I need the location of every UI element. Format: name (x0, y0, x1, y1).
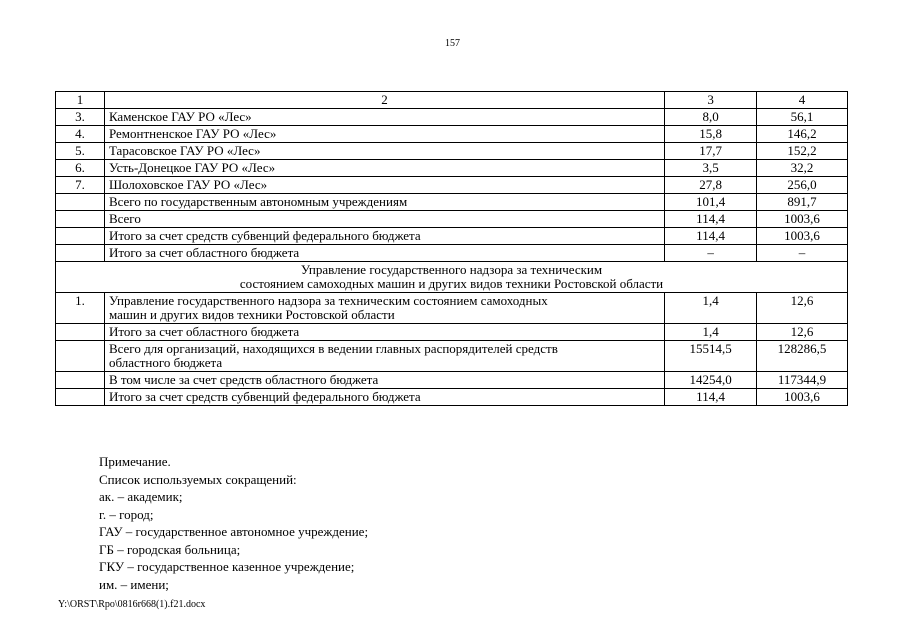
row-number (56, 245, 105, 262)
row-number (56, 228, 105, 245)
row-name-line: областного бюджета (108, 355, 223, 370)
row-name: Итого за счет областного бюджета (104, 324, 664, 341)
row-name: Итого за счет областного бюджета (104, 245, 664, 262)
row-number: 6. (56, 160, 105, 177)
row-value-col4: 128286,5 (757, 341, 848, 372)
row-number (56, 372, 105, 389)
row-number (56, 389, 105, 406)
table-row (56, 389, 848, 406)
section-title-line: состоянием самоходных машин и других видов техники Ростовской области (239, 276, 664, 291)
row-number (56, 211, 105, 228)
row-value-col4: 256,0 (757, 177, 848, 194)
table-row (56, 341, 848, 372)
row-number: 1. (56, 293, 105, 324)
row-name (104, 341, 664, 372)
row-name: Итого за счет средств субвенций федерального бюджета (104, 228, 664, 245)
row-name: Итого за счет средств субвенций федерального бюджета (104, 389, 664, 406)
row-value-col3: 101,4 (665, 194, 757, 211)
row-name-line: машин и других видов техники Ростовской области (108, 307, 395, 322)
table-row (56, 245, 848, 262)
table-row (56, 211, 848, 228)
table-row (56, 194, 848, 211)
row-number: 5. (56, 143, 105, 160)
row-number (56, 341, 105, 372)
row-value-col4: 1003,6 (757, 228, 848, 245)
row-name-line: Управление государственного надзора за техническим состоянием самоходных (108, 293, 548, 308)
row-name: Каменское ГАУ РО «Лес» (104, 109, 664, 126)
table-row (56, 143, 848, 160)
table-row (56, 372, 848, 389)
row-number: 4. (56, 126, 105, 143)
row-name: Шолоховское ГАУ РО «Лес» (104, 177, 664, 194)
row-value-col3: 114,4 (665, 228, 757, 245)
row-number: 3. (56, 109, 105, 126)
table-row (56, 109, 848, 126)
row-name: Всего по государственным автономным учреждениям (104, 194, 664, 211)
budget-table (55, 91, 848, 406)
row-value-col4: 152,2 (757, 143, 848, 160)
row-value-col3: 8,0 (665, 109, 757, 126)
row-value-col3: 15,8 (665, 126, 757, 143)
row-value-col3: 1,4 (665, 293, 757, 324)
table-row (56, 293, 848, 324)
abbreviation-item: ак. – академик; (99, 489, 183, 504)
table-header-row (56, 92, 848, 109)
row-name (104, 293, 664, 324)
notes-heading: Примечание. (99, 454, 171, 469)
row-name: Всего (104, 211, 664, 228)
table-row (56, 228, 848, 245)
row-name: В том числе за счет средств областного бюджета (104, 372, 664, 389)
column-header: 3 (665, 92, 757, 109)
column-header: 2 (104, 92, 664, 109)
row-name: Ремонтненское ГАУ РО «Лес» (104, 126, 664, 143)
table-row (56, 126, 848, 143)
abbreviation-item: ГБ – городская больница; (99, 541, 241, 557)
row-value-col4: 1003,6 (757, 211, 848, 228)
row-value-col3: 114,4 (665, 211, 757, 228)
column-header: 4 (757, 92, 848, 109)
row-value-col3: 14254,0 (665, 372, 757, 389)
row-number: 7. (56, 177, 105, 194)
row-value-col3: 15514,5 (665, 341, 757, 372)
row-value-col4: 56,1 (757, 109, 848, 126)
abbreviation-item: им. – имени; (99, 576, 169, 592)
row-value-col3: 1,4 (665, 324, 757, 341)
abbreviation-item: ГКУ – государственное казенное учреждение; (99, 559, 355, 574)
row-value-col4: 891,7 (757, 194, 848, 211)
row-value-col4: 12,6 (757, 324, 848, 341)
row-value-col3: 3,5 (665, 160, 757, 177)
row-value-col3: 17,7 (665, 143, 757, 160)
notes-block (99, 453, 368, 593)
section-header-row (56, 262, 848, 293)
table-row (56, 160, 848, 177)
row-value-col4: 32,2 (757, 160, 848, 177)
row-value-col4: 117344,9 (757, 372, 848, 389)
row-number (56, 324, 105, 341)
row-value-col3: 114,4 (665, 389, 757, 406)
file-path-footer: Y:\ORST\Rpo\0816r668(1).f21.docx (58, 599, 206, 610)
table-row (56, 177, 848, 194)
row-value-col4: 1003,6 (757, 389, 848, 406)
section-title (56, 262, 848, 293)
abbreviation-item: г. – город; (99, 506, 154, 522)
column-header: 1 (56, 92, 105, 109)
row-name-line: Всего для организаций, находящихся в ведении главных распорядителей средств (108, 341, 558, 356)
page-number: 157 (445, 38, 460, 49)
row-name: Усть-Донецкое ГАУ РО «Лес» (104, 160, 664, 177)
row-number (56, 194, 105, 211)
table-row (56, 324, 848, 341)
row-value-col4: 146,2 (757, 126, 848, 143)
abbreviation-item: ГАУ – государственное автономное учреждение; (99, 524, 369, 539)
row-value-col3: – (665, 245, 757, 262)
notes-subheading: Список используемых сокращений: (99, 471, 297, 487)
row-name: Тарасовское ГАУ РО «Лес» (104, 143, 664, 160)
row-value-col3: 27,8 (665, 177, 757, 194)
row-value-col4: – (757, 245, 848, 262)
section-title-line: Управление государственного надзора за техническим (300, 262, 603, 277)
row-value-col4: 12,6 (757, 293, 848, 324)
